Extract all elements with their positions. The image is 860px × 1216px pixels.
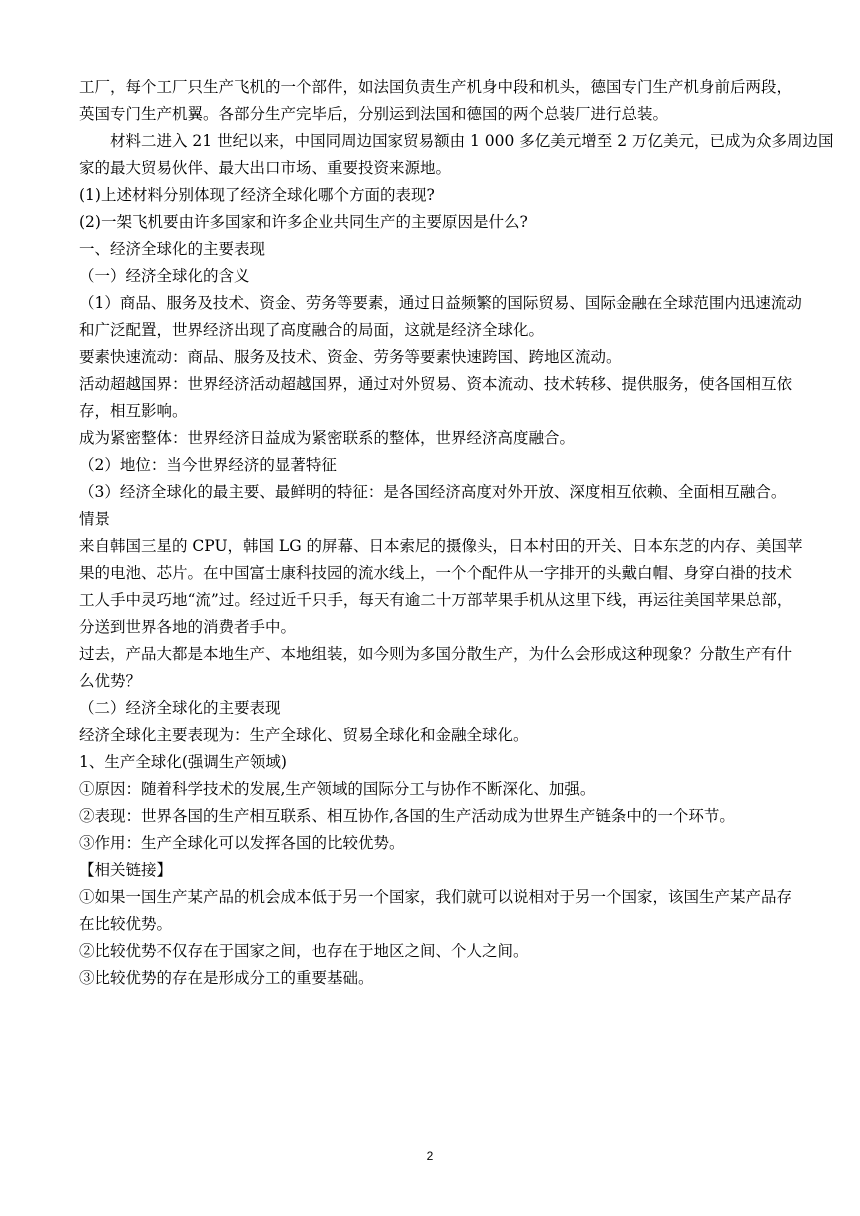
text-line: ②比较优势不仅存在于国家之间，也存在于地区之间、个人之间。 (79, 942, 529, 960)
text-line: ①原因：随着科学技术的发展,生产领域的国际分工与协作不断深化、加强。 (79, 780, 596, 798)
text-line: 工人手中灵巧地“流”过。经过近千只手，每天有逾二十万部苹果手机从这里下线，再运往美国苹果总部， (79, 591, 793, 609)
text-line: 过去，产品大都是本地生产、本地组装，如今则为多国分散生产，为什么会形成这种现象？分散生产有什 (79, 645, 793, 663)
scenario-heading: 情景 (79, 510, 111, 528)
text-line: 在比较优势。 (79, 915, 173, 933)
related-link-heading: 【相关链接】 (79, 861, 173, 879)
text-line: 英国专门生产机翼。各部分生产完毕后，分别运到法国和德国的两个总装厂进行总装。 (79, 105, 669, 123)
text-line: 要素快速流动：商品、服务及技术、资金、劳务等要素快速跨国、跨地区流动。 (79, 348, 622, 366)
question-2: (2)一架飞机要由许多国家和许多企业共同生产的主要原因是什么? (79, 213, 528, 231)
text-line: ③作用：生产全球化可以发挥各国的比较优势。 (79, 834, 405, 852)
text-line: 家的最大贸易伙伴、最大出口市场、重要投资来源地。 (79, 159, 452, 177)
text-line: 材料二进入 21 世纪以来，中国同周边国家贸易额由 1 000 多亿美元增至 2 万亿美元，已成为众多周边国 (110, 132, 834, 150)
text-line: （1）商品、服务及技术、资金、劳务等要素，通过日益频繁的国际贸易、国际金融在全球范围内迅速流动 (79, 294, 802, 312)
subsection-heading: （二）经济全球化的主要表现 (79, 699, 281, 717)
page-number: 2 (426, 1149, 434, 1163)
text-line: ①如果一国生产某产品的机会成本低于另一个国家，我们就可以说相对于另一个国家，该国生产某产品存 (79, 888, 793, 906)
text-line: ②表现：世界各国的生产相互联系、相互协作,各国的生产活动成为世界生产链条中的一个环节。 (79, 807, 735, 825)
text-line: 活动超越国界：世界经济活动超越国界，通过对外贸易、资本流动、技术转移、提供服务，使各国相互依 (79, 375, 793, 393)
text-line: 么优势？ (79, 672, 142, 690)
text-line: 经济全球化主要表现为：生产全球化、贸易全球化和金融全球化。 (79, 726, 529, 744)
text-line: （2）地位：当今世界经济的显著特征 (79, 456, 337, 474)
text-line: 来自韩国三星的 CPU，韩国 LG 的屏幕、日本索尼的摄像头，日本村田的开关、日本东芝的内存、美国苹 (79, 537, 803, 555)
question-1: (1)上述材料分别体现了经济全球化哪个方面的表现? (79, 186, 435, 204)
section-heading: 一、经济全球化的主要表现 (79, 240, 266, 258)
document-body (79, 74, 834, 992)
text-line: 分送到世界各地的消费者手中。 (79, 618, 297, 636)
subsection-heading: （一）经济全球化的含义 (79, 267, 250, 285)
text-line: ③比较优势的存在是形成分工的重要基础。 (79, 969, 374, 987)
text-line: 工厂，每个工厂只生产飞机的一个部件，如法国负责生产机身中段和机头，德国专门生产机身前后两段， (79, 78, 793, 96)
text-line: 成为紧密整体：世界经济日益成为紧密联系的整体，世界经济高度融合。 (79, 429, 576, 447)
text-line: 和广泛配置，世界经济出现了高度融合的局面，这就是经济全球化。 (79, 321, 545, 339)
text-line: （3）经济全球化的最主要、最鲜明的特征：是各国经济高度对外开放、深度相互依赖、全面相互融合。 (79, 483, 787, 501)
subheading: 1、生产全球化(强调生产领域) (79, 753, 287, 771)
text-line: 果的电池、芯片。在中国富士康科技园的流水线上，一个个配件从一字排开的头戴白帽、身穿白褂的技术 (79, 564, 793, 582)
text-line: 存，相互影响。 (79, 402, 188, 420)
